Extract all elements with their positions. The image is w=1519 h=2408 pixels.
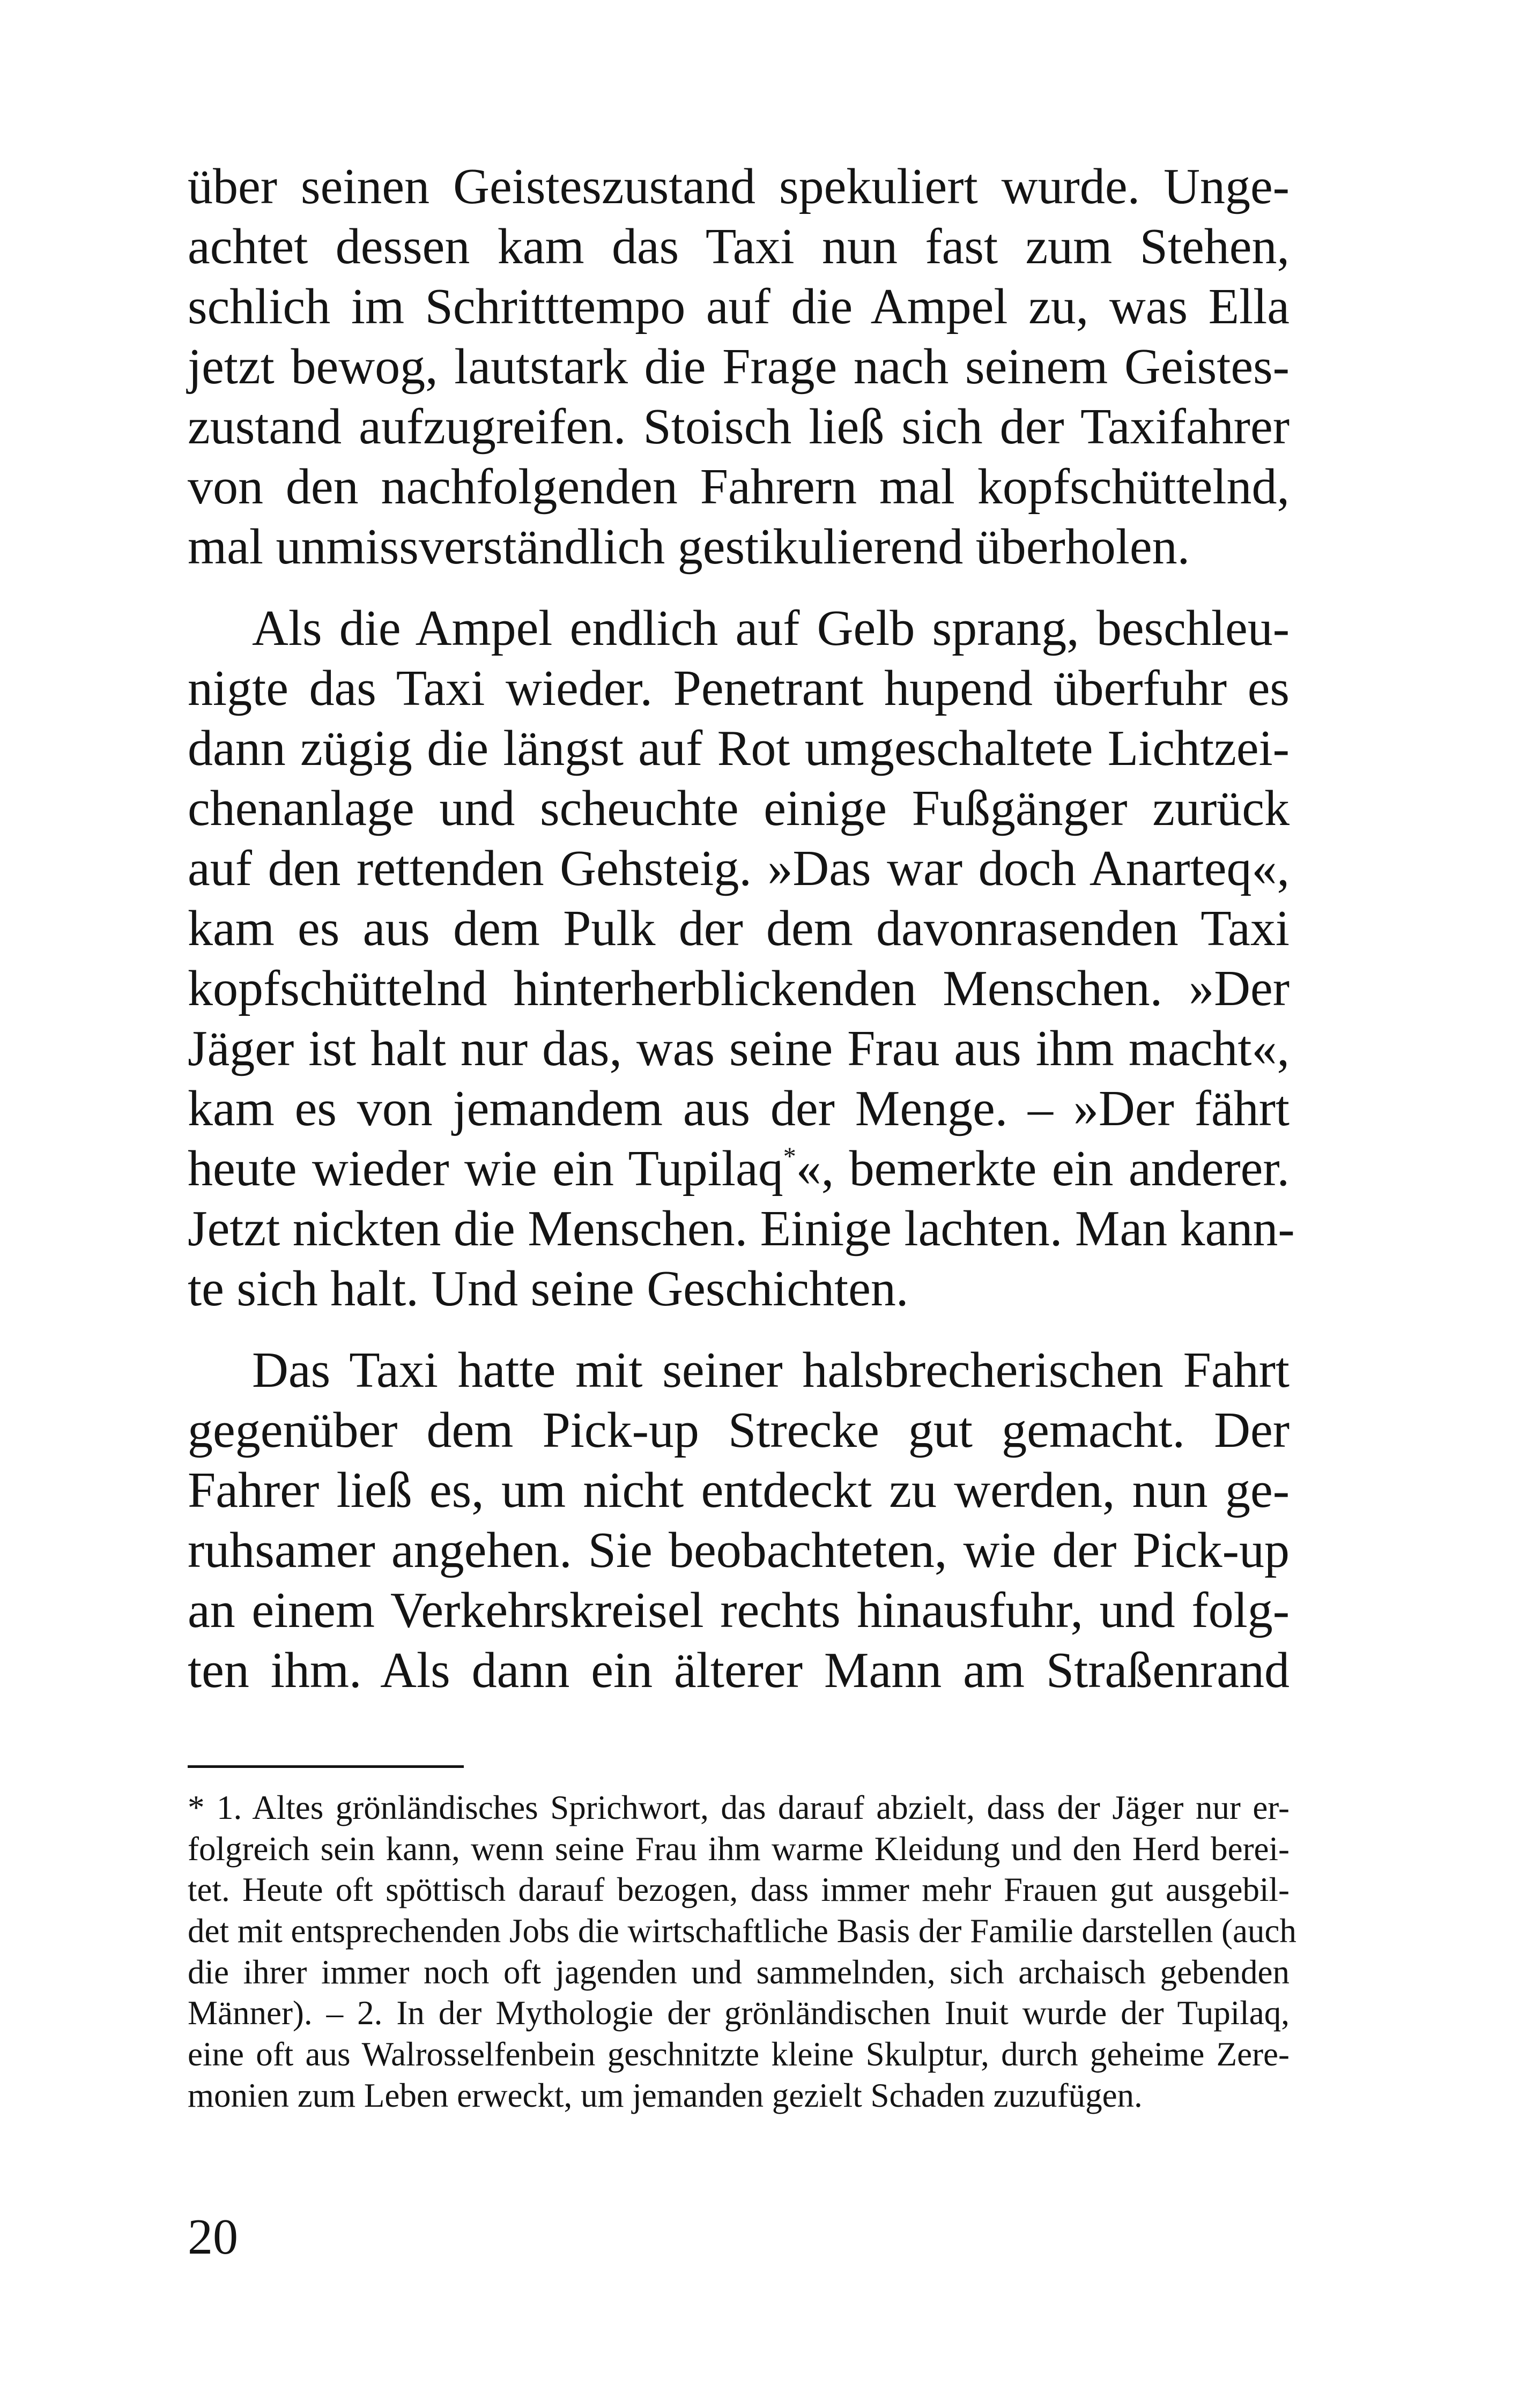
footnote-line: det mit entsprechenden Jobs die wirtschaftliche Basis der Familie darstellen (auch: [188, 1912, 1296, 1950]
text-line: mal unmissverständlich gestikulierend überholen.: [188, 519, 1190, 575]
footnote: [188, 1787, 1296, 2116]
text-line: zustand aufzugreifen. Stoisch ließ sich der Taxifahrer: [188, 399, 1290, 455]
footnote-line: monien zum Leben erweckt, um jemanden gezielt Schaden zuzufügen.: [188, 2076, 1143, 2114]
footnote-line: eine oft aus Walrosselfenbein geschnitzte kleine Skulptur, durch geheime Zere-: [188, 2035, 1290, 2073]
text-line: gegenüber dem Pick-up Strecke gut gemacht. Der: [188, 1402, 1290, 1458]
text-line: dann zügig die längst auf Rot umgeschaltete Lichtzei-: [188, 720, 1290, 776]
text-line: ruhsamer angehen. Sie beobachteten, wie der Pick-up: [188, 1522, 1290, 1578]
footnote-line: folgreich sein kann, wenn seine Frau ihm warme Kleidung und den Herd berei-: [188, 1830, 1290, 1868]
text-line: jetzt bewog, lautstark die Frage nach seinem Geistes-: [188, 339, 1290, 395]
text-line: schlich im Schritttempo auf die Ampel zu, was Ella: [188, 279, 1290, 335]
text-line: ten ihm. Als dann ein älterer Mann am Straßenrand: [188, 1643, 1290, 1698]
text-line: achtet dessen kam das Taxi nun fast zum Stehen,: [188, 219, 1290, 274]
footnote-line: tet. Heute oft spöttisch darauf bezogen, dass immer mehr Frauen gut ausgebil-: [188, 1871, 1290, 1909]
text-line: Fahrer ließ es, um nicht entdeckt zu werden, nun ge-: [188, 1462, 1290, 1518]
text-line: te sich halt. Und seine Geschichten.: [188, 1261, 909, 1317]
main-text: [188, 157, 1295, 1700]
footnote-line: die ihrer immer noch oft jagenden und sammelnden, sich archaisch gebenden: [188, 1953, 1290, 1991]
text-line-with-footnote: [188, 1139, 1290, 1199]
text-line: über seinen Geisteszustand spekuliert wurde. Unge-: [188, 159, 1290, 214]
text-line: chenanlage und scheuchte einige Fußgänger zurück: [188, 781, 1290, 836]
text-line: kopfschüttelnd hinterherblickenden Menschen. »Der: [188, 961, 1290, 1016]
text-line: Das Taxi hatte mit seiner halsbrecherischen Fahrt: [252, 1342, 1290, 1398]
text-line: Als die Ampel endlich auf Gelb sprang, beschleu-: [252, 600, 1290, 656]
text-line: Jetzt nickten die Menschen. Einige lachten. Man kann-: [188, 1201, 1295, 1257]
text-segment: «, bemerkte ein anderer.: [796, 1141, 1290, 1196]
text-segment: heute wieder wie ein Tupilaq: [188, 1141, 783, 1196]
paragraph-1: [188, 157, 1290, 577]
text-line: kam es von jemandem aus der Menge. – »Der fährt: [188, 1081, 1290, 1136]
paragraph-2: [188, 598, 1295, 1319]
footnote-divider: [188, 1765, 464, 1768]
text-line: von den nachfolgenden Fahrern mal kopfschüttelnd,: [188, 459, 1290, 515]
text-line: an einem Verkehrskreisel rechts hinausfuhr, und folg-: [188, 1582, 1290, 1638]
footnote-marker: *: [783, 1142, 796, 1171]
text-line: kam es aus dem Pulk der dem davonrasenden Taxi: [188, 901, 1290, 956]
text-line: nigte das Taxi wieder. Penetrant hupend überfuhr es: [188, 660, 1290, 716]
footnote-line: Männer). – 2. In der Mythologie der grönländischen Inuit wurde der Tupilaq,: [188, 1994, 1290, 2032]
text-line: auf den rettenden Gehsteig. »Das war doch Anarteq«,: [188, 841, 1290, 896]
footnote-line: * 1. Altes grönländisches Sprichwort, das darauf abzielt, dass der Jäger nur er-: [188, 1789, 1290, 1826]
page-number: 20: [188, 2209, 238, 2265]
text-line: Jäger ist halt nur das, was seine Frau aus ihm macht«,: [188, 1021, 1290, 1076]
paragraph-3: [188, 1340, 1290, 1700]
